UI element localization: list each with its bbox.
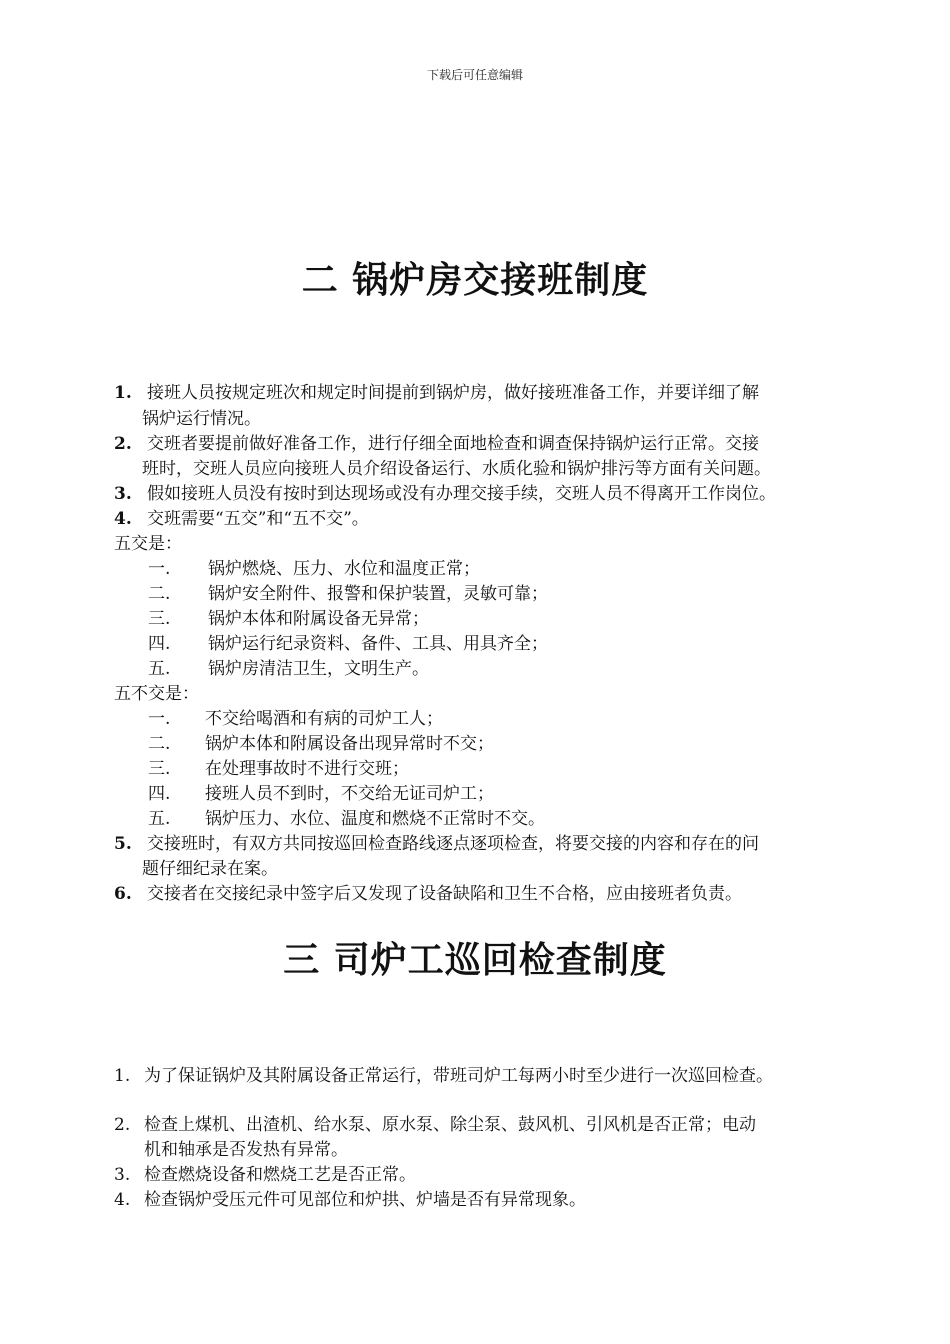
sub-text: 锅炉压力、水位、温度和燃烧不正常时不交。 xyxy=(205,809,545,829)
sub-marker: 五. xyxy=(148,659,171,679)
sub-marker: 四. xyxy=(148,784,171,804)
sub-item xyxy=(148,731,494,757)
item-text: 检查锅炉受压元件可见部位和炉拱、炉墙是否有异常现象。 xyxy=(144,1190,586,1210)
item-number: 1. xyxy=(114,1066,131,1086)
list-item xyxy=(114,881,742,907)
sub-item xyxy=(148,606,429,632)
list-item xyxy=(114,431,759,457)
item-text: 交接班时，有双方共同按巡回检查路线逐点逐项检查，将要交接的内容和存在的问 xyxy=(147,834,759,854)
item-number: 1. xyxy=(114,383,132,403)
page-header: 下载后可任意编辑 xyxy=(426,68,523,82)
sub-text: 锅炉本体和附属设备无异常； xyxy=(208,609,429,629)
sub-item xyxy=(148,756,409,782)
item-number: 6. xyxy=(114,884,132,904)
sub-marker: 二. xyxy=(148,734,171,754)
item-text: 交接者在交接纪录中签字后又发现了设备缺陷和卫生不合格，应由接班者负责。 xyxy=(147,884,742,904)
item-number: 3. xyxy=(114,484,132,504)
item-text: 检查燃烧设备和燃烧工艺是否正常。 xyxy=(144,1165,416,1185)
item-text-continued: 题仔细纪录在案。 xyxy=(142,859,278,879)
item-text: 为了保证锅炉及其附属设备正常运行，带班司炉工每两小时至少进行一次巡回检查。 xyxy=(144,1066,773,1086)
item-number: 2. xyxy=(114,1115,131,1135)
list-item xyxy=(114,481,776,507)
sub-marker: 三. xyxy=(148,609,171,629)
item-text-continued: 机和轴承是否发热有异常。 xyxy=(144,1140,348,1160)
sub-item xyxy=(148,781,494,807)
list-item xyxy=(114,831,759,857)
item-number: 4. xyxy=(114,509,132,529)
item-text-continued: 班时，交班人员应向接班人员介绍设备运行、水质化验和锅炉排污等方面有关问题。 xyxy=(142,459,771,479)
sub-text: 接班人员不到时，不交给无证司炉工； xyxy=(205,784,494,804)
list-item xyxy=(114,1162,416,1188)
list-item xyxy=(114,1187,586,1213)
item-text: 交班需要“五交”和“五不交”。 xyxy=(147,509,369,529)
sub-item xyxy=(148,556,480,582)
sub-marker: 四. xyxy=(148,634,171,654)
sub-marker: 一. xyxy=(148,709,171,729)
list-item xyxy=(114,506,369,532)
sub-text: 锅炉本体和附属设备出现异常时不交； xyxy=(205,734,494,754)
item-text: 假如接班人员没有按时到达现场或没有办理交接手续，交班人员不得离开工作岗位。 xyxy=(147,484,776,504)
wubujiao-label: 五不交是： xyxy=(114,684,199,704)
sub-marker: 一. xyxy=(148,559,171,579)
sub-marker: 五. xyxy=(148,809,171,829)
item-text-continued: 锅炉运行情况。 xyxy=(142,409,261,429)
wujiao-label: 五交是： xyxy=(114,534,182,554)
item-text: 检查上煤机、出渣机、给水泵、原水泵、除尘泵、鼓风机、引风机是否正常；电动 xyxy=(144,1115,756,1135)
item-number: 2. xyxy=(114,434,132,454)
sub-item xyxy=(148,806,545,832)
sub-marker: 三. xyxy=(148,759,171,779)
item-number: 5. xyxy=(114,834,132,854)
sub-text: 锅炉燃烧、压力、水位和温度正常； xyxy=(208,559,480,579)
sub-item xyxy=(148,581,548,607)
sub-text: 锅炉运行纪录资料、备件、工具、用具齐全； xyxy=(208,634,548,654)
sub-text: 锅炉安全附件、报警和保护装置，灵敏可靠； xyxy=(208,584,548,604)
item-text: 接班人员按规定班次和规定时间提前到锅炉房，做好接班准备工作，并要详细了解 xyxy=(147,383,759,403)
list-item xyxy=(114,1063,773,1089)
item-text: 交班者要提前做好准备工作，进行仔细全面地检查和调查保持锅炉运行正常。交接 xyxy=(147,434,759,454)
list-item xyxy=(114,1112,756,1138)
section-title: 二 锅炉房交接班制度 xyxy=(301,260,649,301)
sub-text: 不交给喝酒和有病的司炉工人； xyxy=(205,709,443,729)
item-number: 3. xyxy=(114,1165,131,1185)
sub-text: 在处理事故时不进行交班； xyxy=(205,759,409,779)
sub-item xyxy=(148,656,429,682)
list-item xyxy=(114,380,759,406)
item-number: 4. xyxy=(114,1190,131,1210)
section-title: 三 司炉工巡回检查制度 xyxy=(283,940,667,981)
sub-item xyxy=(148,706,443,732)
sub-text: 锅炉房清洁卫生，文明生产。 xyxy=(208,659,429,679)
sub-marker: 二. xyxy=(148,584,171,604)
sub-item xyxy=(148,631,548,657)
